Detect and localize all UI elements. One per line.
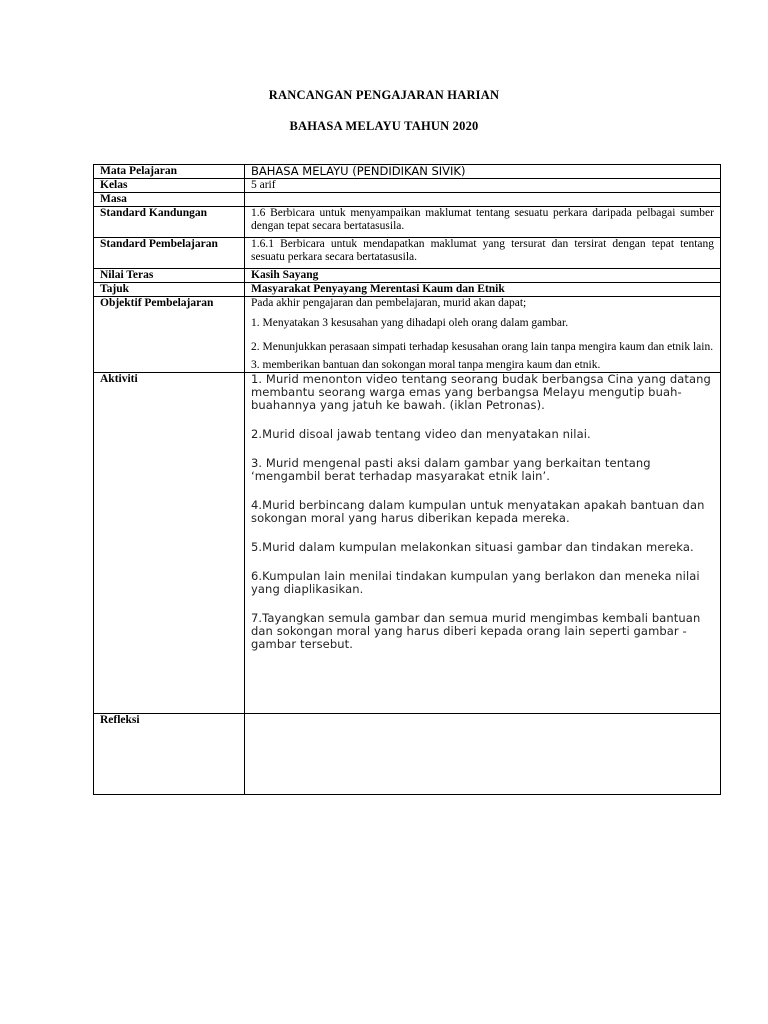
label-masa: Masa bbox=[94, 193, 245, 207]
value-standard-pembelajaran: 1.6.1 Berbicara untuk mendapatkan maklumat yang tersurat dan tersirat dengan tepat tentang sesuatu perkara secara bertatasusila. bbox=[245, 238, 721, 269]
objektif-item-2: 2. Menunjukkan perasaan simpati terhadap kesusahan orang lain tanpa mengira kaum dan etnik lain. bbox=[251, 341, 714, 353]
table-row-mata-pelajaran bbox=[94, 165, 721, 179]
label-objektif: Objektif Pembelajaran bbox=[94, 297, 245, 373]
table-row-kelas bbox=[94, 179, 721, 193]
label-tajuk: Tajuk bbox=[94, 283, 245, 297]
aktiviti-item-4: 4.Murid berbincang dalam kumpulan untuk menyatakan apakah bantuan dan sokongan moral yang harus diberikan kepada mereka. bbox=[251, 498, 705, 525]
value-refleksi bbox=[245, 714, 721, 795]
aktiviti-item-5: 5.Murid dalam kumpulan melakonkan situasi gambar dan tindakan mereka. bbox=[251, 540, 694, 554]
label-nilai-teras: Nilai Teras bbox=[94, 269, 245, 283]
objektif-item-3: 3. memberikan bantuan dan sokongan moral tanpa mengira kaum dan etnik. bbox=[251, 359, 601, 371]
label-kelas: Kelas bbox=[94, 179, 245, 193]
value-mata-pelajaran: BAHASA MELAYU (PENDIDIKAN SIVIK) bbox=[245, 165, 721, 179]
value-masa bbox=[245, 193, 721, 207]
label-standard-pembelajaran: Standard Pembelajaran bbox=[94, 238, 245, 269]
aktiviti-item-6: 6.Kumpulan lain menilai tindakan kumpulan yang berlakon dan meneka nilai yang diaplikasikan. bbox=[251, 569, 700, 596]
label-aktiviti: Aktiviti bbox=[94, 373, 245, 714]
value-kelas: 5 arif bbox=[245, 179, 721, 193]
aktiviti-item-2: 2.Murid disoal jawab tentang video dan menyatakan nilai. bbox=[251, 427, 591, 441]
document-title: RANCANGAN PENGAJARAN HARIAN bbox=[268, 88, 500, 102]
value-standard-kandungan: 1.6 Berbicara untuk menyampaikan maklumat tentang sesuatu perkara daripada pelbagai sumber dengan tepat secara bertatasusila. bbox=[245, 207, 721, 238]
document-subtitle: BAHASA MELAYU TAHUN 2020 bbox=[289, 119, 479, 133]
label-refleksi: Refleksi bbox=[94, 714, 245, 795]
objektif-intro: Pada akhir pengajaran dan pembelajaran, murid akan dapat; bbox=[251, 297, 527, 309]
objektif-item-1: 1. Menyatakan 3 kesusahan yang dihadapi oleh orang dalam gambar. bbox=[251, 317, 569, 329]
aktiviti-item-1: 1. Murid menonton video tentang seorang budak berbangsa Cina yang datang membantu seorang warga emas yang berbangsa Melayu mengutip buah-buahannya yang jatuh ke bawah. (iklan Petronas). bbox=[251, 372, 711, 412]
lesson-plan-table bbox=[93, 164, 721, 795]
label-mata-pelajaran: Mata Pelajaran bbox=[94, 165, 245, 179]
aktiviti-item-7: 7.Tayangkan semula gambar dan semua murid mengimbas kembali bantuan dan sokongan moral yang harus diberi kepada orang lain seperti gambar -gambar tersebut. bbox=[251, 611, 701, 651]
value-tajuk: Masyarakat Penyayang Merentasi Kaum dan Etnik bbox=[245, 283, 721, 297]
value-aktiviti bbox=[245, 373, 721, 714]
table-row-standard-pembelajaran bbox=[94, 238, 721, 269]
table-row-objektif bbox=[94, 297, 721, 373]
label-standard-kandungan: Standard Kandungan bbox=[94, 207, 245, 238]
table-row-tajuk bbox=[94, 283, 721, 297]
table-row-nilai-teras bbox=[94, 269, 721, 283]
table-row-aktiviti bbox=[94, 373, 721, 714]
value-nilai-teras: Kasih Sayang bbox=[245, 269, 721, 283]
table-row-standard-kandungan bbox=[94, 207, 721, 238]
table-row-masa bbox=[94, 193, 721, 207]
table-row-refleksi bbox=[94, 714, 721, 795]
aktiviti-item-3: 3. Murid mengenal pasti aksi dalam gambar yang berkaitan tentang ‘mengambil berat terhadap masyarakat etnik lain’. bbox=[251, 456, 651, 483]
value-objektif bbox=[245, 297, 721, 373]
